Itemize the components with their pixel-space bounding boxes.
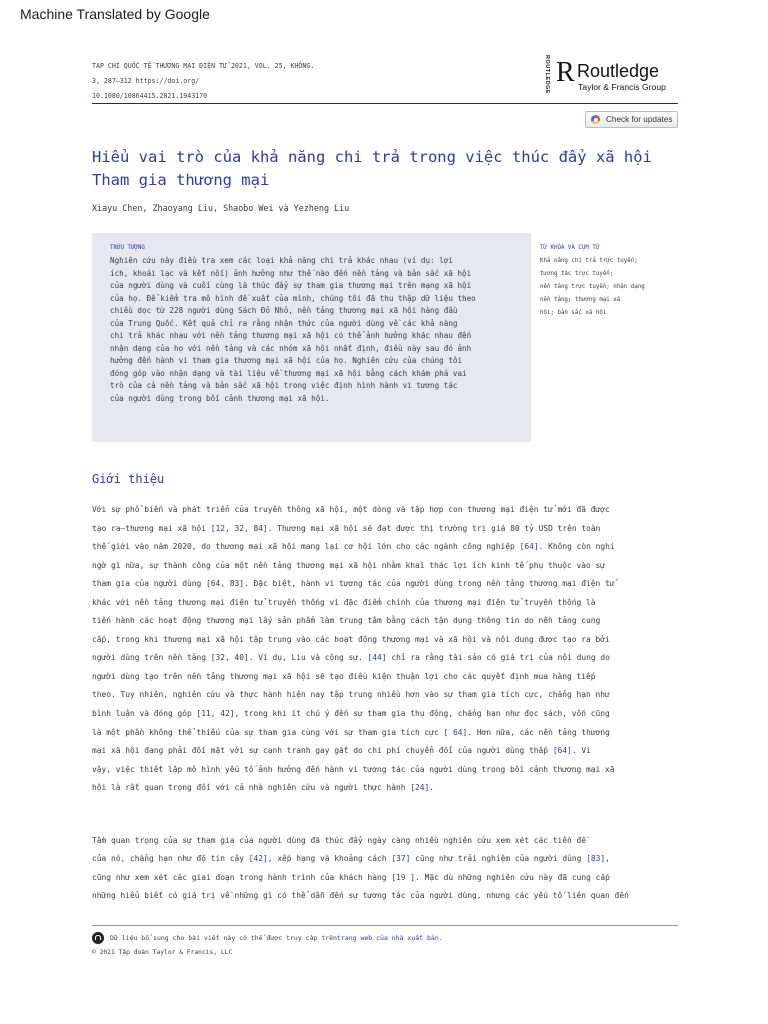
abstract-line: trò của cả nền tảng và bản sắc xã hội trong việc định hình hành vi tương tác <box>110 381 458 390</box>
body-line <box>92 501 692 520</box>
body-line <box>92 612 692 631</box>
keyword-line: Khả năng chi trả trực tuyến; <box>540 258 638 264</box>
footer-rule <box>92 925 678 926</box>
body-line <box>92 742 692 761</box>
body-text: Với sự phổ biến và phát triển của truyền thông xã hội, một dòng và tập hợp con thương mại điện tử mới đã được <box>92 505 610 514</box>
keyword-line: nền tảng trực tuyến; nhận dạng <box>540 284 645 290</box>
body-text: theo. Tuy nhiên, nghiên cứu và thực hành hiện nay tập trung nhiều hơn vào sự tham gia tích cực, chẳng hạn như <box>92 690 610 700</box>
body-text: 32, 84]. Thương mại xã hội sẽ đạt được thị trường trị giá 80 tỷ USD trên toàn <box>229 523 601 533</box>
abstract-label: TRỪU TƯỢNG <box>110 245 145 251</box>
body-text: tạo ra—thương mại xã hội <box>92 523 211 533</box>
abstract-line: hưởng đến hành vi tham gia thương mại xã hội của họ. Nghiên cứu của chúng tôi <box>110 356 463 365</box>
citation-link[interactable]: [ 64]. <box>443 727 473 737</box>
journal-line: TẠP CHÍ QUỐC TẾ THƯƠNG MẠI ĐIỆN TỬ 2021, VOL. 25, KHÔNG. <box>92 62 315 70</box>
body-text: thế giới vào năm 2020, do thương mại xã hội mang lại cơ hội lớn cho các ngành công nghiệp <box>92 542 520 552</box>
abstract-line: đóng góp vào nhận dạng và tài liệu về thương mại xã hội bằng cách khám phá vai <box>110 368 467 378</box>
body-text: tiến hành các hoạt động thương mại lấy sản phẩm làm trung tâm bằng cách tận dụng thông tin do nền tảng cung <box>92 616 601 626</box>
body-line <box>92 557 692 576</box>
abstract-box <box>92 233 531 442</box>
body-text: Không còn nghi <box>543 542 615 552</box>
article-title <box>92 146 682 192</box>
journal-line[interactable]: 3, 287–312 https://doi.org/ <box>92 77 200 85</box>
body-line <box>92 887 692 905</box>
citation-link[interactable]: [44] <box>367 653 387 663</box>
body-text: cấp, trong khi thương mại xã hội tập trung vào các hoạt động thương mại và xã hội và nội dung được tạo ra bởi <box>92 634 610 644</box>
check-for-updates-button[interactable] <box>585 111 678 128</box>
citation-link[interactable]: [64]. <box>552 746 577 756</box>
keyword-line: nền tảng; thương mại xã <box>540 297 621 303</box>
abstract-line: ích, khoái lạc và kết nối) ảnh hưởng như thế nào đến nền tảng và bản sắc xã hội <box>110 268 472 278</box>
intro-paragraph-1 <box>92 501 692 798</box>
body-text: những hiểu biết có giá trị về những gì có thể dẫn đến sự tương tác của người dùng, nhưng các yếu tố liên quan đến <box>92 890 629 900</box>
title-line: Tham gia thương mại <box>92 171 270 189</box>
header-rule <box>92 103 678 104</box>
citation-link[interactable]: [83], <box>586 854 610 864</box>
body-text: cũng như trải nghiệm của người dùng <box>410 854 587 864</box>
citation-link[interactable]: [24]. <box>410 783 435 793</box>
body-text: Tầm quan trọng của sự tham gia của người dùng đã thúc đẩy ngày càng nhiều nghiên cứu xem xét các tiền đề <box>92 836 587 845</box>
body-text: người dùng trên nền tảng [32, 40]. Ví dụ, Liu và cộng sự. <box>92 653 368 663</box>
copyright-notice: © 2021 Tập đoàn Taylor & Francis, LLC <box>92 949 233 956</box>
body-line <box>92 649 692 668</box>
body-line <box>92 594 692 613</box>
abstract-line: chiều dọc từ 228 người dùng Sách Đỏ Nhỏ, nền tảng thương mại xã hội hàng đầu <box>110 306 458 315</box>
body-text: Mặc dù những nghiên cứu này đã cung cấp <box>419 872 610 882</box>
body-line <box>92 850 692 868</box>
routledge-side-mark: ROUTLEDGE <box>544 55 550 95</box>
citation-link[interactable]: [19 ]. <box>391 872 420 882</box>
open-access-lock-icon <box>92 932 104 944</box>
keywords-panel <box>540 245 680 320</box>
routledge-logo <box>541 55 681 96</box>
keywords-label: TỪ KHÓA VÀ CỤM TỪ <box>540 245 600 251</box>
journal-citation <box>92 59 392 104</box>
body-line <box>92 631 692 650</box>
body-line <box>92 668 692 687</box>
abstract-line: của người dùng và cuối cùng là thúc đẩy sự tham gia thương mại trên mạng xã hội <box>110 281 472 290</box>
body-line <box>92 869 692 887</box>
citation-link[interactable]: [12, <box>210 523 230 533</box>
intro-paragraph-2 <box>92 832 692 905</box>
abstract-line: của người dùng trong bối cảnh thương mại xã hội. <box>110 393 330 403</box>
abstract-line: Nghiên cứu này điều tra xem các loại khả năng chi trả khác nhau (ví dụ: lợi <box>110 256 453 265</box>
abstract-line: nhận dạng của họ với nền tảng và các nhóm xã hội nhất định, điều này sau đó ảnh <box>110 343 472 353</box>
keyword-line: tương tác trực tuyến; <box>540 271 614 277</box>
body-line <box>92 520 692 539</box>
abstract-text <box>110 255 513 405</box>
body-text: hội là rất quan trọng đối với cả nhà nghiên cứu và người thực hành <box>92 783 411 793</box>
author-list[interactable]: Xiayu Chen, Zhaoyang Liu, Shaobo Wei và Yezheng Liu <box>92 203 350 213</box>
body-line <box>92 832 692 850</box>
publisher-subtitle: Taylor & Francis Group <box>578 82 666 92</box>
doi-line[interactable]: 10.1080/10864415.2021.1943170 <box>92 92 208 100</box>
body-line <box>92 779 692 798</box>
body-text: chỉ ra rằng tài sản có giá trị của nội dung do <box>386 653 610 663</box>
body-text: xếp hạng và khoảng cách <box>272 854 392 864</box>
publisher-name: Routledge <box>577 61 660 81</box>
routledge-r-icon: R <box>556 57 575 88</box>
machine-translation-banner: Machine Translated by Google <box>20 6 210 22</box>
section-heading-introduction: Giới thiệu <box>92 472 165 486</box>
body-line <box>92 705 692 724</box>
body-line <box>92 686 692 705</box>
check-for-updates-label: Check for updates <box>606 115 673 124</box>
body-text: bình luận và đóng góp [11, 42], trong khi ít chú ý đến sự tham gia thụ động, chẳng hạn như đọc sách, vốn cũng <box>92 709 610 719</box>
citation-link[interactable]: [37] <box>391 854 411 864</box>
crossmark-icon <box>590 114 601 125</box>
body-line <box>92 724 692 743</box>
body-line <box>92 575 692 594</box>
body-text: Vì <box>576 746 591 756</box>
body-text: ngờ gì nữa, sự thành công của một nền tảng thương mại xã hội nhằm khai thác lợi ích kinh tế phụ thuộc vào sự <box>92 560 606 570</box>
body-text: Hơn nữa, các nền tảng thương <box>472 727 610 737</box>
abstract-line: chi trả khác nhau với nền tảng thương mại xã hội có thể ảnh hưởng khác nhau đến <box>110 331 472 340</box>
body-line <box>92 538 692 557</box>
body-line <box>92 761 692 780</box>
body-text: khác với nền tảng thương mại điện tử truyền thống vì đặc điểm chính của thương mại điện tử truyền thống là <box>92 597 596 607</box>
body-text: vậy, việc thiết lập mô hình yếu tố ảnh hưởng đến hành vi tương tác của người dùng trong bối cảnh thương mại xã <box>92 764 615 774</box>
abstract-line: của Trung Quốc. Kết quả chỉ ra rằng nhận thức của người dùng về các khả năng <box>110 318 458 328</box>
body-text: tham gia của người dùng [64, 83]. Đặc biệt, hành vi tương tác của người dùng trong nền tảng thương mại điện tử <box>92 579 615 589</box>
keyword-line: hội; bản sắc xã hội <box>540 310 607 316</box>
citation-link[interactable]: [42], <box>248 854 273 864</box>
supplementary-text: Dữ liệu bổ sung cho bài viết này có thể được truy cập trên <box>110 934 337 942</box>
supplementary-note <box>92 932 443 944</box>
body-text: người dùng tạo trên nền tảng thương mại xã hội sẽ tạo điều kiện thuận lợi cho các quyết định mua hàng tiếp <box>92 671 596 681</box>
body-text: mại xã hội đang phải đối mặt với sự cạnh tranh gay gắt do chi phí chuyển đổi của người dùng thấp <box>92 746 553 756</box>
body-text: là một phần không thể thiếu của sự tham gia cùng với sự tham gia tích cực <box>92 727 444 737</box>
title-line: Hiểu vai trò của khả năng chi trả trong việc thúc đẩy xã hội <box>92 148 652 166</box>
keywords-text <box>540 255 680 320</box>
publisher-website-link[interactable]: trang web của nhà xuất bản. <box>336 934 443 942</box>
citation-link[interactable]: [64]. <box>519 542 544 552</box>
body-text: của nó, chẳng hạn như độ tin cậy <box>92 854 249 864</box>
abstract-line: của họ. Để kiểm tra mô hình đề xuất của mình, chúng tôi đã thu thập dữ liệu theo <box>110 293 476 303</box>
body-text: cũng như xem xét các giai đoạn trong hành trình của khách hàng <box>92 872 392 882</box>
